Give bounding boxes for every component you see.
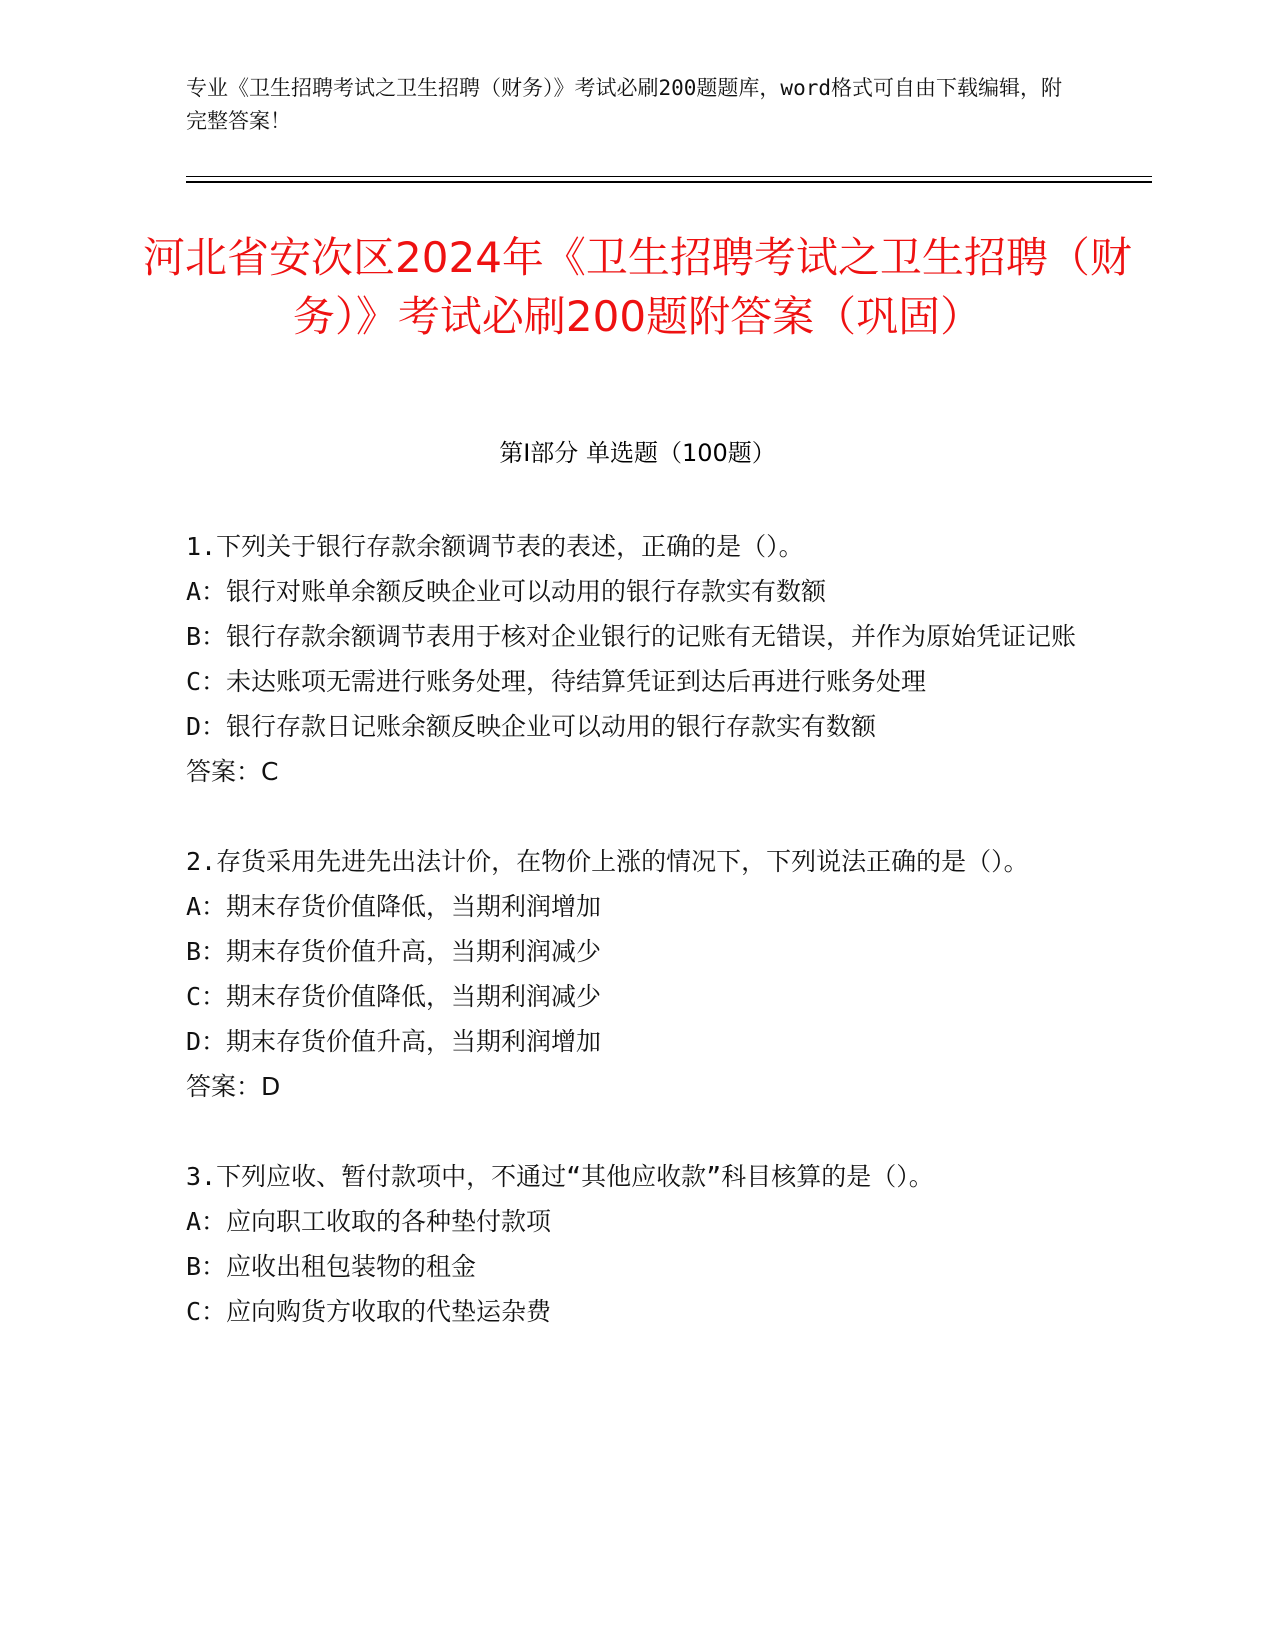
question-list (186, 524, 1086, 1379)
question-1 (186, 524, 1086, 794)
document-title: 河北省安次区2024年《卫生招聘考试之卫生招聘（财务）》考试必刷200题附答案（巩固） (143, 233, 1132, 341)
question-stem: 3.下列应收、暂付款项中，不通过“其他应收款”科目核算的是（）。 (186, 1162, 934, 1191)
question-stem: 1.下列关于银行存款余额调节表的表述，正确的是（）。 (186, 532, 804, 561)
option-b: B：期末存货价值升高，当期利润减少 (186, 937, 602, 966)
divider-thick (186, 181, 1152, 183)
answer: 答案：D (186, 1072, 281, 1101)
option-c: C：应向购货方收取的代垫运杂费 (186, 1297, 552, 1326)
option-b: B：银行存款余额调节表用于核对企业银行的记账有无错误，并作为原始凭证记账 (186, 622, 1077, 651)
question-2 (186, 839, 1086, 1109)
header-note: 专业《卫生招聘考试之卫生招聘（财务）》考试必刷200题题库，word格式可自由下载编辑，附完整答案！ (186, 76, 1062, 133)
option-d: D：银行存款日记账余额反映企业可以动用的银行存款实有数额 (186, 712, 877, 741)
option-d: D：期末存货价值升高，当期利润增加 (186, 1027, 602, 1056)
answer: 答案：C (186, 757, 279, 786)
option-b: B：应收出租包装物的租金 (186, 1252, 477, 1281)
section-heading: 第Ⅰ部分 单选题（100题） (499, 439, 776, 467)
question-3 (186, 1154, 1086, 1334)
option-c: C：期末存货价值降低，当期利润减少 (186, 982, 602, 1011)
option-a: A：期末存货价值降低，当期利润增加 (186, 892, 602, 921)
option-a: A：应向职工收取的各种垫付款项 (186, 1207, 552, 1236)
option-c: C：未达账项无需进行账务处理，待结算凭证到达后再进行账务处理 (186, 667, 927, 696)
question-stem: 2.存货采用先进先出法计价，在物价上涨的情况下，下列说法正确的是（）。 (186, 847, 1029, 876)
option-a: A：银行对账单余额反映企业可以动用的银行存款实有数额 (186, 577, 827, 606)
divider-thin (186, 176, 1152, 177)
